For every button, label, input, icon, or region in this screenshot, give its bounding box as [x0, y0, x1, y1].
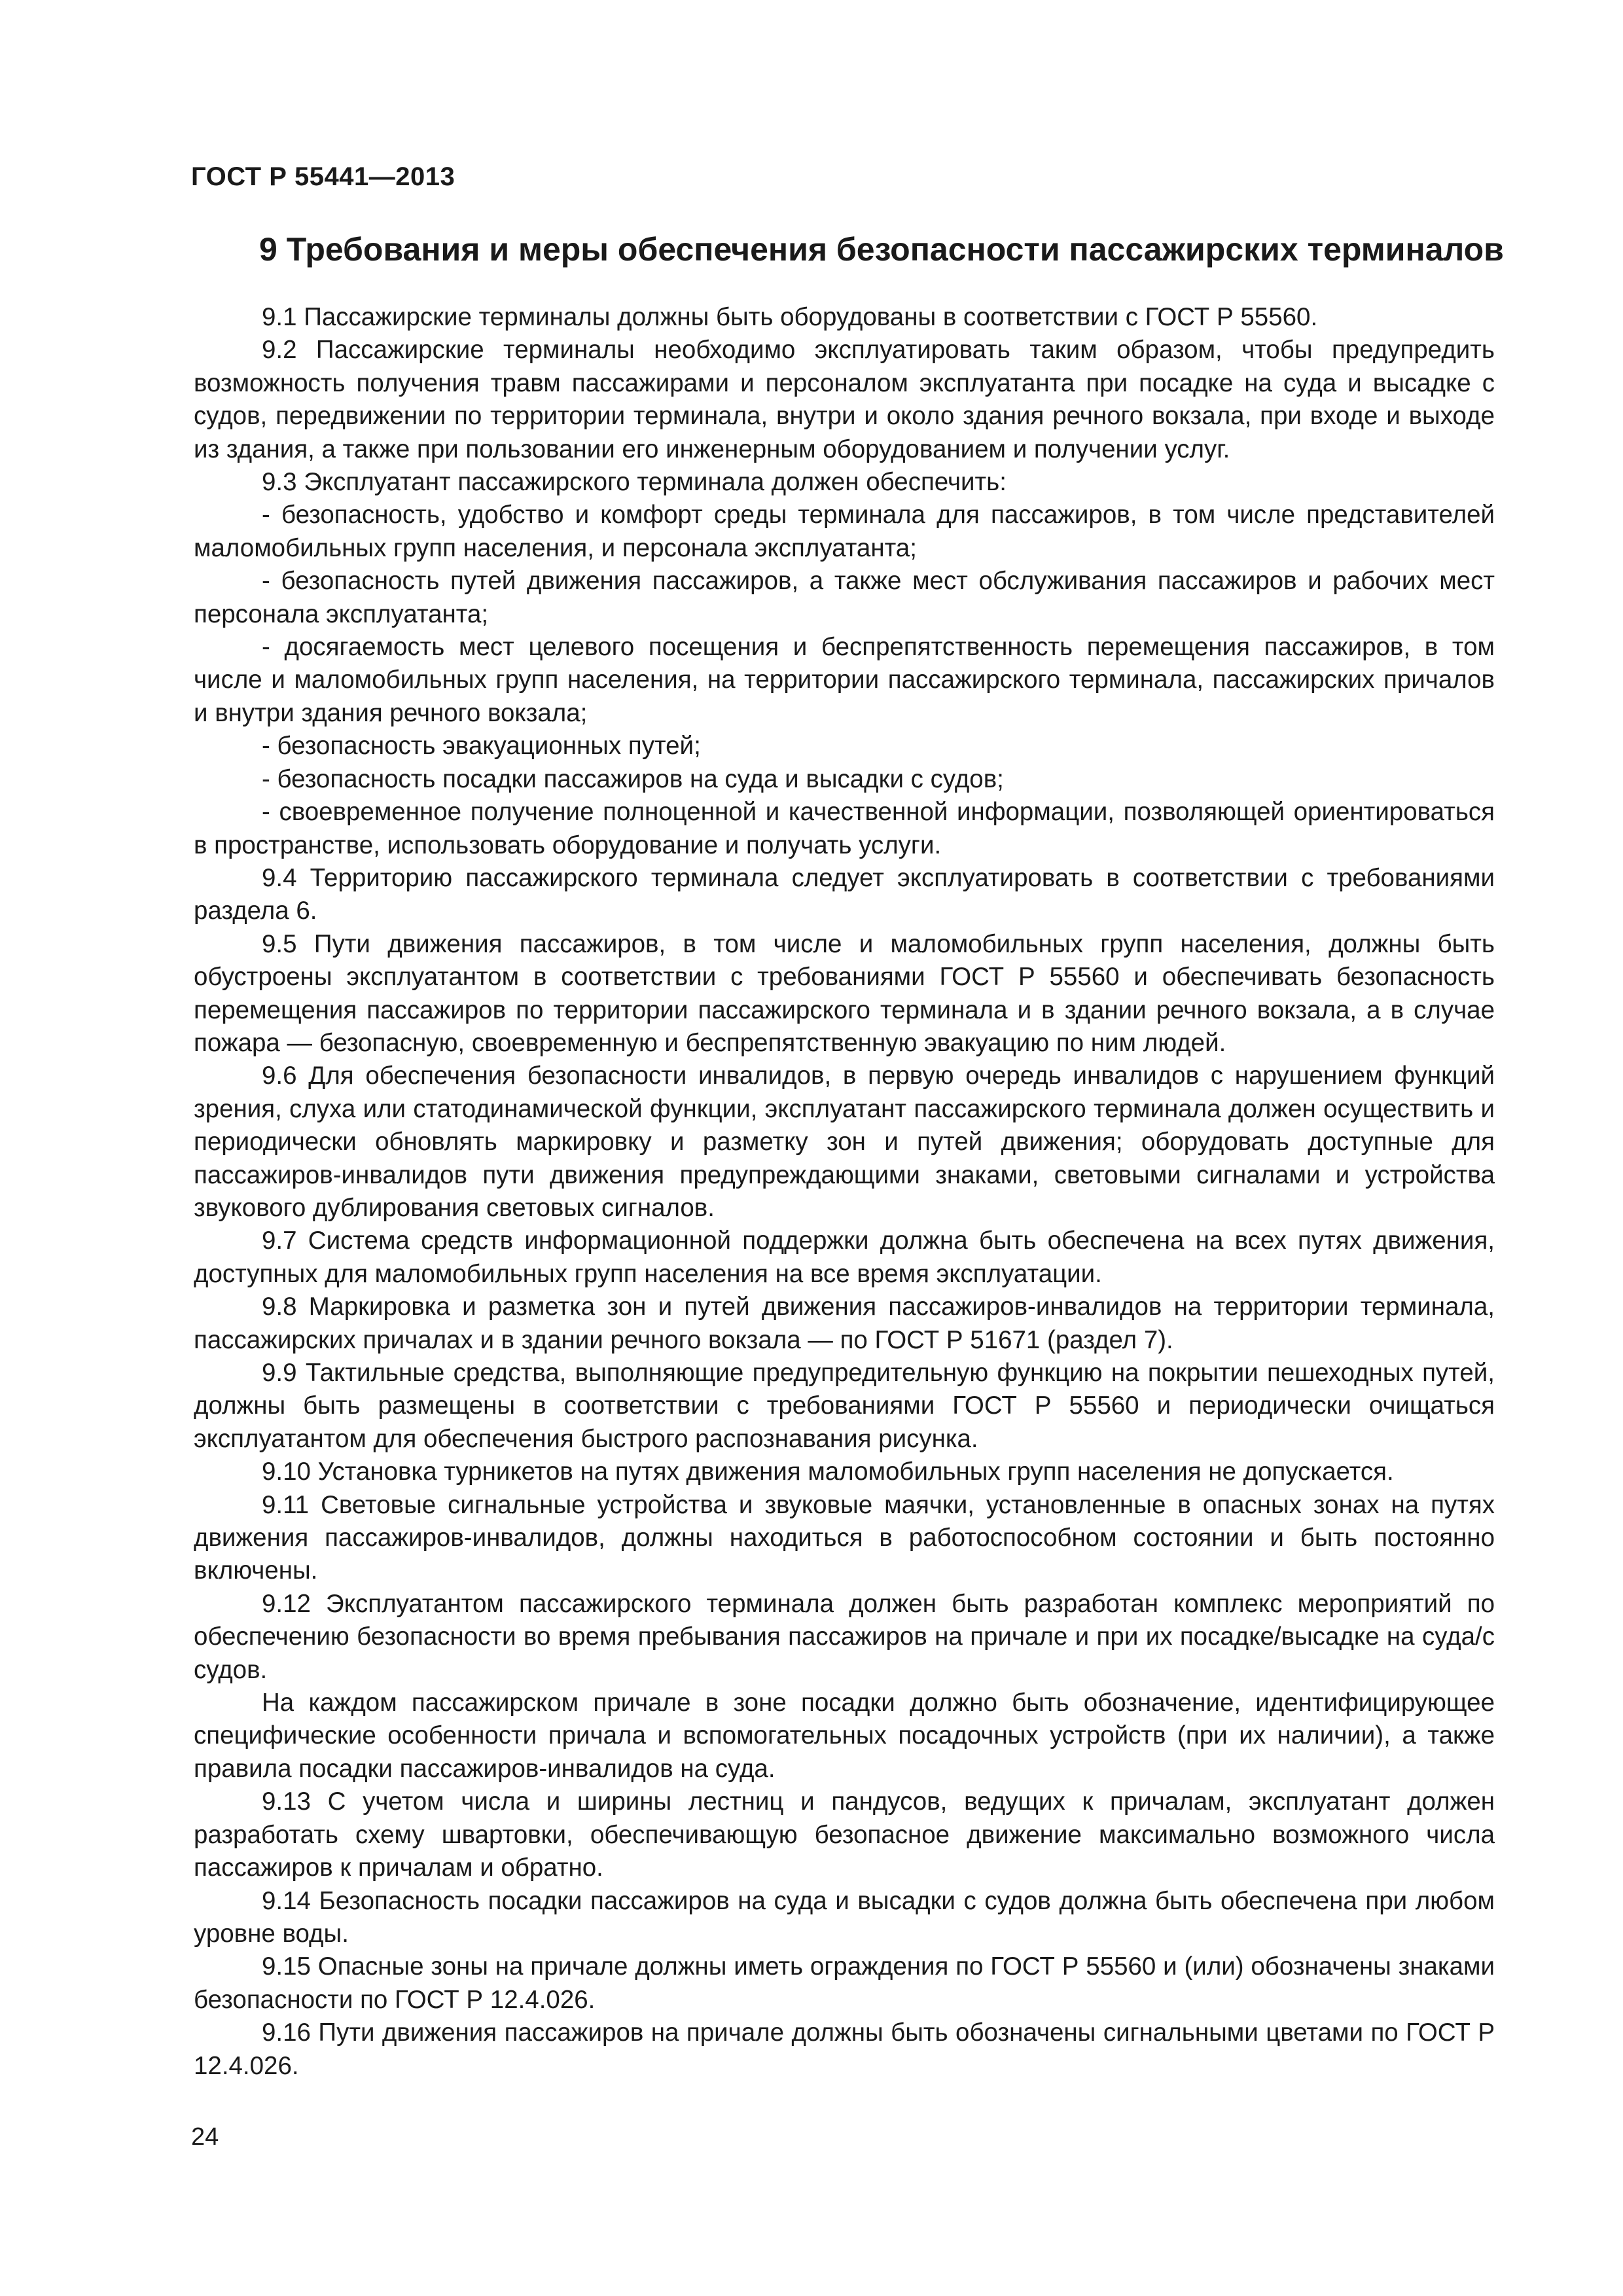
list-item: - своевременное получение полноценной и качественной информации, позволяющей ориентироваться в пространстве, использовать оборудование и получать услуги.: [194, 798, 1495, 859]
section-title: 9 Требования и меры обеспечения безопасности пассажирских терминалов: [259, 231, 1504, 268]
paragraph-9-15: 9.15 Опасные зоны на причале должны иметь ограждения по ГОСТ Р 55560 и (или) обозначены знаками безопасности по ГОСТ Р 12.4.026.: [194, 1952, 1495, 2014]
paragraph-9-13: 9.13 С учетом числа и ширины лестниц и пандусов, ведущих к причалам, эксплуатант должен разработать схему швартовки, обеспечивающую безопасное движение максимально возможного числа пассажиров к причалам и обратно.: [194, 1787, 1495, 1882]
list-item: - безопасность, удобство и комфорт среды терминала для пассажиров, в том числе представителей маломобильных групп населения, и персонала эксплуатанта;: [194, 501, 1495, 562]
paragraph-9-6: 9.6 Для обеспечения безопасности инвалидов, в первую очередь инвалидов с нарушением функций зрения, слуха или статодинамической функции, эксплуатант пассажирского терминала должен осуществить и периодически обновлять маркировку и разметку зон и путей движения; оборудовать доступные для пассажиров-инвалидов пути движения предупреждающими знаками, световыми сигналами и устройства звукового дублирования световых сигналов.: [194, 1062, 1495, 1222]
paragraph-9-2: 9.2 Пассажирские терминалы необходимо эксплуатировать таким образом, чтобы предупредить возможность получения травм пассажирами и персоналом эксплуатанта при посадке на суда и высадке с судов, передвижении по территории терминала, внутри и около здания речного вокзала, при входе и выходе из здания, а также при пользовании его инженерным оборудованием и получении услуг.: [194, 336, 1495, 463]
section-body: [194, 301, 1495, 2083]
paragraph-9-14: 9.14 Безопасность посадки пассажиров на суда и высадки с судов должна быть обеспечена при любом уровне воды.: [194, 1886, 1495, 1948]
list-item: - безопасность посадки пассажиров на суда и высадки с судов;: [262, 764, 1004, 793]
list-item: - безопасность путей движения пассажиров, а также мест обслуживания пассажиров и рабочих мест персонала эксплуатанта;: [194, 567, 1495, 628]
paragraph-9-3: 9.3 Эксплуатант пассажирского терминала должен обеспечить:: [262, 468, 1007, 497]
paragraph-9-1: 9.1 Пассажирские терминалы должны быть оборудованы в соответствии с ГОСТ Р 55560.: [262, 303, 1318, 331]
paragraph-9-7: 9.7 Система средств информационной поддержки должна быть обеспечена на всех путях движения, доступных для маломобильных групп населения на все время эксплуатации.: [194, 1227, 1495, 1288]
paragraph-9-8: 9.8 Маркировка и разметка зон и путей движения пассажиров-инвалидов на территории терминала, пассажирских причалах и в здании речного вокзала — по ГОСТ Р 51671 (раздел 7).: [194, 1293, 1495, 1354]
list-item: - безопасность эвакуационных путей;: [262, 732, 701, 761]
paragraph-9-4: 9.4 Территорию пассажирского терминала следует эксплуатировать в соответствии с требованиями раздела 6.: [194, 863, 1495, 925]
paragraph-9-5: 9.5 Пути движения пассажиров, в том числе и маломобильных групп населения, должны быть обустроены эксплуатантом в соответствии с требованиями ГОСТ Р 55560 и обеспечивать безопасность перемещения пассажиров по территории пассажирского терминала и в здании речного вокзала, а в случае пожара — безопасную, своевременную и беспрепятственную эвакуацию по ним людей.: [194, 929, 1495, 1057]
page-number: 24: [191, 2123, 219, 2151]
paragraph-9-16: 9.16 Пути движения пассажиров на причале должны быть обозначены сигнальными цветами по ГОСТ Р 12.4.026.: [194, 2018, 1495, 2080]
paragraph-9-9: 9.9 Тактильные средства, выполняющие предупредительную функцию на покрытии пешеходных путей, должны быть размещены в соответствии с требованиями ГОСТ Р 55560 и периодически очищаться эксплуатантом для обеспечения быстрого распознавания рисунка.: [194, 1359, 1495, 1453]
paragraph-9-10: 9.10 Установка турникетов на путях движения маломобильных групп населения не допускается.: [262, 1458, 1394, 1486]
paragraph-9-11: 9.11 Световые сигнальные устройства и звуковые маячки, установленные в опасных зонах на путях движения пассажиров-инвалидов, должны находиться в работоспособном состоянии и быть постоянно включены.: [194, 1490, 1495, 1585]
list-item: - досягаемость мест целевого посещения и беспрепятственность перемещения пассажиров, в том числе и маломобильных групп населения, на территории пассажирского терминала, пассажирских причалов и внутри здания речного вокзала;: [194, 633, 1495, 727]
paragraph-9-12: 9.12 Эксплуатантом пассажирского терминала должен быть разработан комплекс мероприятий по обеспечению безопасности во время пребывания пассажиров на причале и при их посадке/высадке на суда/с судов.: [194, 1589, 1495, 1684]
paragraph-9-12-continued: На каждом пассажирском причале в зоне посадки должно быть обозначение, идентифицирующее специфические особенности причала и вспомогательных посадочных устройств (при их наличии), а также правила посадки пассажиров-инвалидов на суда.: [194, 1689, 1495, 1783]
document-code: ГОСТ Р 55441—2013: [191, 162, 455, 191]
